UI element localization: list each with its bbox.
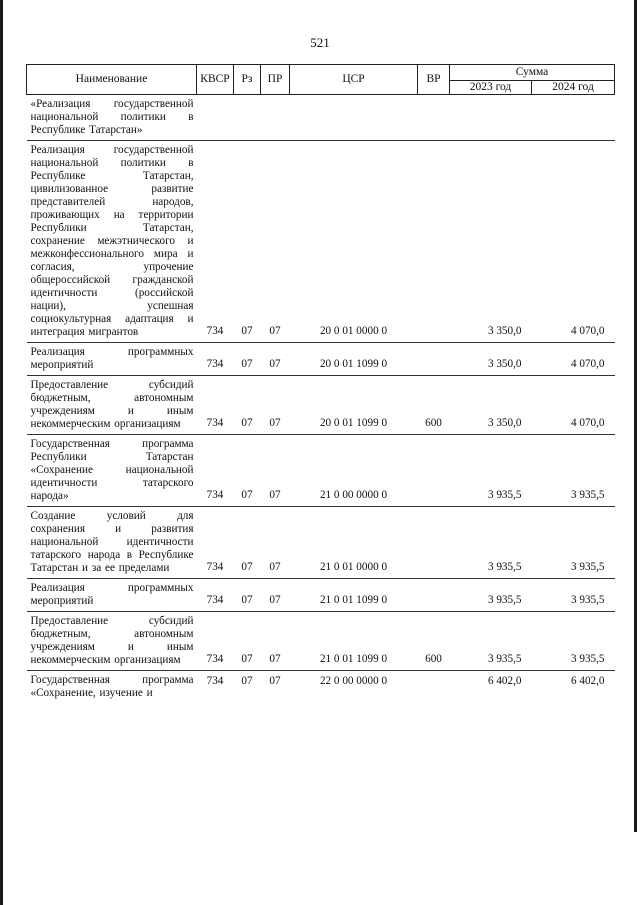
row-csr: 20 0 01 0000 0 (290, 141, 418, 343)
row-rz: 07 (234, 579, 261, 612)
table-row (27, 141, 615, 343)
row-sum-2024: 3 935,5 (532, 579, 615, 612)
scan-right-edge (634, 0, 637, 832)
row-kvsr: 734 (197, 376, 234, 435)
row-name: Предоставление субсидий бюджетным, автономным учреждениям и иным некоммерческим организациям (27, 376, 197, 435)
row-vr (418, 95, 450, 141)
row-vr (418, 671, 450, 704)
row-pr: 07 (261, 612, 290, 671)
row-pr: 07 (261, 507, 290, 579)
row-kvsr: 734 (197, 435, 234, 507)
row-name: Реализация государственной национальной политики в Республике Татарстан, цивилизованное развитие представителей народов, проживающих на территории Республики Татарстан, сохранение межэтнического и межконфессионального мира и согласия, упрочение общероссийской гражданской идентичности (российской нации), успешная социокультурная адаптация и интеграция мигрантов (27, 141, 197, 343)
row-rz: 07 (234, 141, 261, 343)
row-sum-2023: 3 350,0 (450, 141, 532, 343)
header-year-2024: 2024 год (532, 81, 615, 95)
header-csr: ЦСР (290, 65, 418, 95)
row-sum-2023: 3 350,0 (450, 343, 532, 376)
header-rz: Рз (234, 65, 261, 95)
row-rz: 07 (234, 376, 261, 435)
page-number: 521 (310, 35, 330, 50)
row-kvsr: 734 (197, 343, 234, 376)
row-pr: 07 (261, 435, 290, 507)
row-csr: 21 0 01 1099 0 (290, 612, 418, 671)
row-name: Государственная программа Республики Татарстан «Сохранение национальной идентичности татарского народа» (27, 435, 197, 507)
row-csr: 21 0 01 1099 0 (290, 579, 418, 612)
row-name: Предоставление субсидий бюджетным, автономным учреждениям и иным некоммерческим организациям (27, 612, 197, 671)
row-rz (234, 95, 261, 141)
row-csr: 20 0 01 1099 0 (290, 376, 418, 435)
table-row (27, 612, 615, 671)
row-rz: 07 (234, 435, 261, 507)
row-sum-2023: 3 935,5 (450, 612, 532, 671)
table-row (27, 435, 615, 507)
table-row (27, 671, 615, 704)
row-name: Реализация программных мероприятий (27, 343, 197, 376)
row-sum-2023: 3 935,5 (450, 435, 532, 507)
row-sum-2024 (532, 95, 615, 141)
row-vr: 600 (418, 376, 450, 435)
row-csr: 21 0 00 0000 0 (290, 435, 418, 507)
header-name: Наименование (27, 65, 197, 95)
row-pr: 07 (261, 141, 290, 343)
header-pr: ПР (261, 65, 290, 95)
row-name: Реализация программных мероприятий (27, 579, 197, 612)
row-kvsr: 734 (197, 612, 234, 671)
row-sum-2024: 4 070,0 (532, 343, 615, 376)
row-sum-2023: 3 350,0 (450, 376, 532, 435)
row-sum-2024: 3 935,5 (532, 612, 615, 671)
row-kvsr (197, 95, 234, 141)
row-sum-2023: 3 935,5 (450, 507, 532, 579)
header-vr: ВР (418, 65, 450, 95)
table-row (27, 376, 615, 435)
row-csr: 20 0 01 1099 0 (290, 343, 418, 376)
row-vr (418, 435, 450, 507)
row-sum-2024: 4 070,0 (532, 141, 615, 343)
row-pr: 07 (261, 579, 290, 612)
header-year-2023: 2023 год (450, 81, 532, 95)
row-rz: 07 (234, 343, 261, 376)
row-pr (261, 95, 290, 141)
row-sum-2023: 3 935,5 (450, 579, 532, 612)
row-vr (418, 343, 450, 376)
header-kvsr: КВСР (197, 65, 234, 95)
row-sum-2024: 3 935,5 (532, 435, 615, 507)
row-vr (418, 507, 450, 579)
row-vr: 600 (418, 612, 450, 671)
row-rz: 07 (234, 671, 261, 704)
table-row (27, 507, 615, 579)
row-kvsr: 734 (197, 141, 234, 343)
row-csr: 21 0 01 0000 0 (290, 507, 418, 579)
row-csr (290, 95, 418, 141)
row-pr: 07 (261, 376, 290, 435)
row-sum-2024: 4 070,0 (532, 376, 615, 435)
row-sum-2024: 3 935,5 (532, 507, 615, 579)
row-rz: 07 (234, 612, 261, 671)
table-row (27, 95, 615, 141)
row-kvsr: 734 (197, 671, 234, 704)
row-vr (418, 141, 450, 343)
row-csr: 22 0 00 0000 0 (290, 671, 418, 704)
row-name: Создание условий для сохранения и развития национальной идентичности татарского народа в Республике Татарстан и за ее пределами (27, 507, 197, 579)
row-pr: 07 (261, 343, 290, 376)
budget-table (26, 64, 615, 703)
row-sum-2024: 6 402,0 (532, 671, 615, 704)
row-kvsr: 734 (197, 507, 234, 579)
row-vr (418, 579, 450, 612)
scan-left-edge (0, 0, 3, 905)
table-row (27, 579, 615, 612)
row-pr: 07 (261, 671, 290, 704)
row-kvsr: 734 (197, 579, 234, 612)
header-sum: Сумма (450, 65, 615, 81)
row-name: Государственная программа «Сохранение, изучение и (27, 671, 197, 704)
row-name: «Реализация государственной национальной политики в Республике Татарстан» (27, 95, 197, 141)
row-sum-2023: 6 402,0 (450, 671, 532, 704)
row-sum-2023 (450, 95, 532, 141)
table-row (27, 343, 615, 376)
row-rz: 07 (234, 507, 261, 579)
